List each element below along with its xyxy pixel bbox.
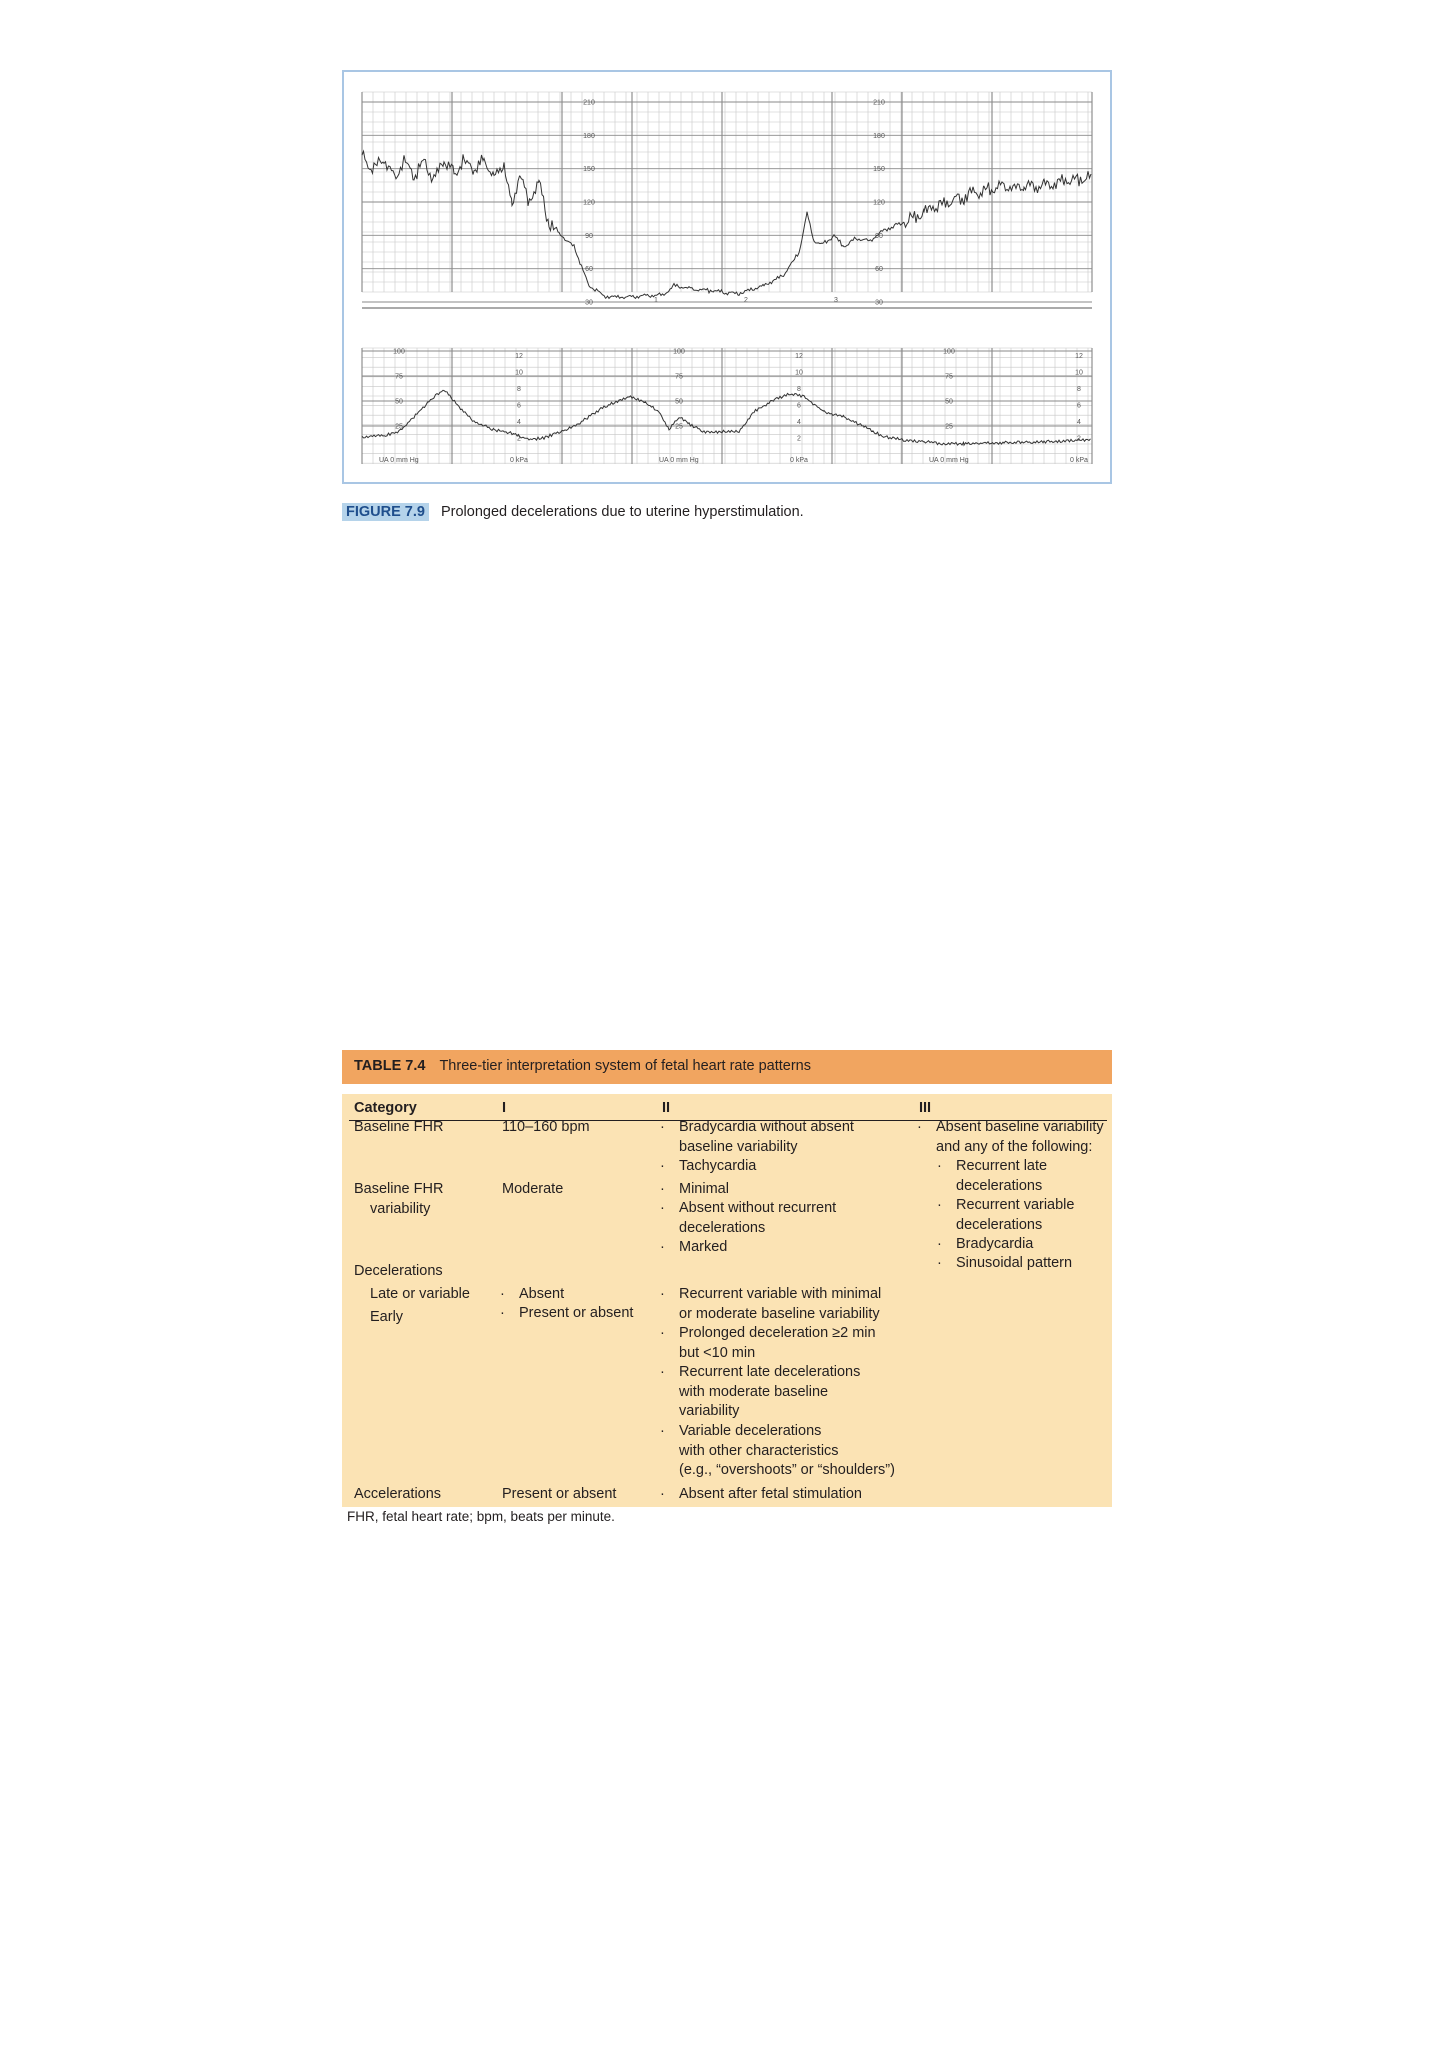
ua-kpa-scale-label: 4 [517,419,521,426]
row-label-variability: Baseline FHR variability [354,1181,444,1217]
ua-mmhg-axis-label: UA 0 mm Hg [659,457,699,464]
ua-kpa-scale-label: 10 [515,369,523,377]
minute-mark-label: 3 [834,297,838,304]
bullet-variable-decelerations: · Variable decelerations with other characteristics (e.g., “overshoots” or “shoulders”) [660,1423,895,1478]
bullet-absent-without-recurrent: · Absent without recurrent decelerations [660,1200,837,1236]
ua-kpa-scale-label: 2 [1077,435,1081,443]
column-header-category: Category [354,1100,417,1116]
ua-mmhg-axis-label: UA 0 mm Hg [379,457,419,464]
figure-label: FIGURE 7.9 [342,503,429,521]
table-body [342,1094,1112,1507]
cat3-recurrent-late: · Recurrent late decelerations [937,1158,1048,1194]
fhr-scale-label: 210 [873,99,885,107]
column-header-ii: II [662,1100,671,1116]
fhr-scale-label: 180 [873,132,885,140]
ua-trace [362,390,1091,445]
minute-mark-label: 1 [654,297,658,304]
table-title: Three-tier interpretation system of fetal heart rate patterns [439,1058,811,1074]
bullet-recurrent-late: · Recurrent late decelerations with moderate baseline variability [660,1364,861,1419]
ua-mmhg-scale-label: 25 [675,423,683,431]
fhr-scale-label: 210 [583,99,595,107]
row-label-baseline-fhr: Baseline FHR [354,1119,444,1135]
variability-cat1: Moderate [502,1181,564,1197]
ua-mmhg-scale-label: 50 [945,398,953,406]
minute-mark-label: 2 [744,297,748,304]
ua-kpa-scale-label: 12 [1075,353,1083,360]
cat3-lead: · Absent baseline variability and any of the following: [917,1119,1104,1155]
ua-kpa-axis-label: 0 kPa [790,457,808,464]
ua-mmhg-axis-label: UA 0 mm Hg [929,457,969,464]
bullet-marked: · Marked [660,1239,728,1255]
ua-kpa-scale-label: 4 [797,419,801,426]
ua-kpa-scale-label: 2 [797,435,801,443]
column-header-iii: III [919,1100,932,1116]
ua-mmhg-scale-label: 50 [395,398,403,406]
ua-mmhg-scale-label: 100 [943,348,955,356]
table-title-bar [342,1050,1112,1084]
fhr-trace [362,151,1091,298]
figure-caption-text: Prolonged decelerations due to uterine hyperstimulation. [440,504,804,520]
fhr-scale-label: 120 [873,199,885,207]
ua-kpa-scale-label: 6 [517,402,521,410]
ua-kpa-scale-label: 8 [517,386,521,393]
ua-kpa-scale-label: 12 [515,353,523,360]
ua-mmhg-scale-label: 100 [673,348,685,356]
row-label-decelerations: Decelerations [354,1263,443,1279]
ua-mmhg-scale-label: 25 [395,423,403,431]
cat3-sinusoidal: · Sinusoidal pattern [937,1255,1073,1271]
row-label-accelerations: Accelerations [354,1486,442,1502]
ua-kpa-axis-label: 0 kPa [1070,457,1088,464]
bullet-present-or-absent: · Present or absent [500,1305,634,1321]
bullet-tachycardia: · Tachycardia [660,1158,757,1174]
fhr-scale-label: 180 [583,132,595,140]
figure-caption [342,503,804,521]
ua-kpa-scale-label: 6 [1077,402,1081,410]
ctg-figure [342,70,1112,484]
fhr-scale-label: 30 [875,299,883,307]
fhr-scale-label: 30 [585,299,593,307]
ua-kpa-scale-label: 10 [1075,369,1083,377]
bullet-bradycardia: · Bradycardia without absent baseline variability [660,1119,854,1155]
ua-kpa-scale-label: 2 [517,435,521,443]
bullet-minimal: · Minimal [660,1181,729,1197]
accelerations-cat1: Present or absent [502,1486,617,1502]
cat3-bradycardia: · Bradycardia [937,1236,1034,1252]
ua-kpa-scale-label: 10 [795,369,803,377]
ua-kpa-axis-label: 0 kPa [510,457,528,464]
ua-mmhg-scale-label: 50 [675,398,683,406]
baseline-fhr-cat1: 110–160 bpm [502,1119,590,1135]
row-label-late-or-variable: Late or variable [370,1286,470,1302]
table-label: TABLE 7.4 [354,1058,426,1074]
fhr-scale-label: 60 [875,266,883,274]
bullet-absent-after-stimulation: · Absent after fetal stimulation [660,1486,862,1502]
row-label-early: Early [370,1309,404,1325]
ua-kpa-scale-label: 4 [1077,419,1081,426]
fhr-scale-label: 120 [583,199,595,207]
fhr-scale-label: 150 [583,166,595,174]
fhr-scale-label: 90 [585,232,593,240]
ua-kpa-scale-label: 6 [797,402,801,410]
ua-mmhg-scale-label: 25 [945,423,953,431]
fhr-scale-label: 150 [873,166,885,174]
fhr-scale-label: 90 [875,232,883,240]
bullet-absent: · Absent [500,1286,565,1302]
cat3-recurrent-variable: · Recurrent variable decelerations [937,1197,1075,1233]
ua-mmhg-scale-label: 75 [675,373,683,381]
ctg-tracing-graph [344,72,1110,482]
ua-mmhg-scale-label: 75 [395,373,403,381]
ua-kpa-scale-label: 8 [1077,386,1081,393]
ua-mmhg-scale-label: 100 [393,348,405,356]
ua-kpa-scale-label: 12 [795,353,803,360]
table-footnote: FHR, fetal heart rate; bpm, beats per minute. [347,1509,615,1524]
ua-mmhg-scale-label: 75 [945,373,953,381]
fhr-scale-label: 60 [585,266,593,274]
bullet-prolonged-deceleration: · Prolonged deceleration ≥2 min but <10 min [660,1325,876,1361]
bullet-recurrent-variable: · Recurrent variable with minimal or moderate baseline variability [660,1286,882,1322]
ua-kpa-scale-label: 8 [797,386,801,393]
column-header-i: I [502,1100,507,1116]
